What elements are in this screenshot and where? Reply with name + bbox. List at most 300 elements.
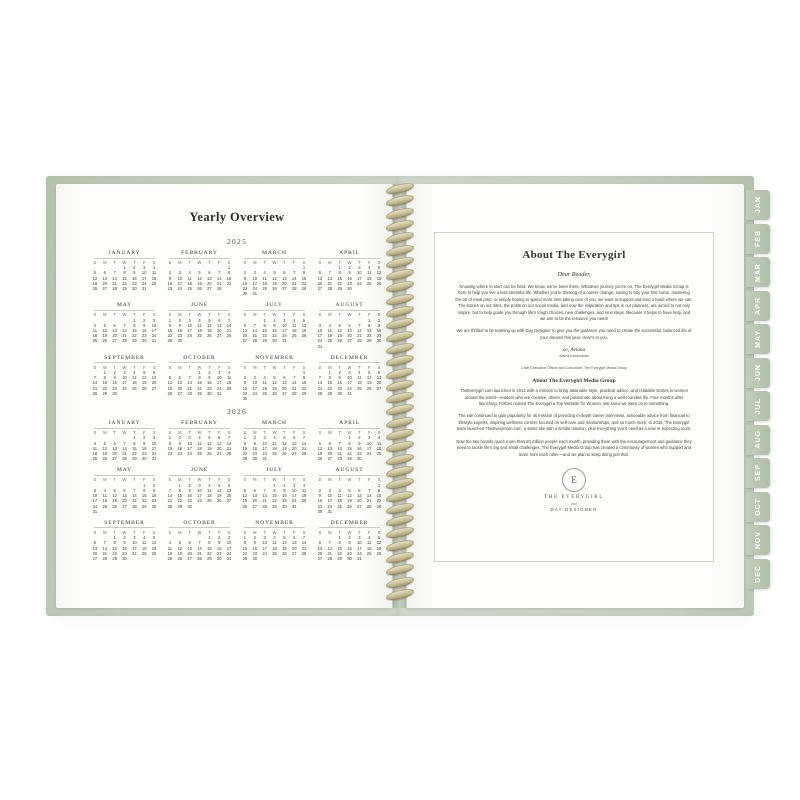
calendar-day-cell: 26	[197, 286, 202, 292]
weekday-label: S	[93, 260, 97, 265]
calendar-day-cell	[299, 456, 309, 461]
calendar-week-row	[90, 391, 159, 396]
calendar-day-cell: 27	[282, 390, 287, 396]
calendar-day-cell: 30	[242, 291, 248, 297]
calendar-day-cell: 4	[188, 270, 191, 276]
calendar-day-cell: 3	[188, 317, 191, 323]
calendar-day-cell: 29	[301, 286, 307, 292]
weekday-label: T	[283, 430, 286, 436]
weekday-label: T	[283, 477, 286, 483]
calendar-day-cell: 14	[337, 445, 342, 451]
calendar-day-cell: 6	[318, 540, 322, 546]
calendar-day-cell: 4	[198, 317, 201, 323]
calendar-day-cell: 5	[93, 270, 97, 276]
calendar-day-cell: 4	[368, 265, 371, 271]
month-divider	[244, 527, 305, 528]
year-label: 2026	[227, 407, 247, 417]
calendar-day-cell: 9	[283, 487, 286, 493]
calendar-day-cell: 9	[338, 375, 341, 381]
month-tab-strip	[746, 190, 772, 602]
calendar-day-cell: 21	[132, 498, 137, 504]
weekday-label: F	[217, 430, 221, 436]
calendar-day-cell: 28	[102, 555, 108, 561]
calendar-day-cell: 1	[143, 482, 146, 488]
calendar-day-cell: 9	[318, 493, 322, 499]
calendar-day-cell: 9	[152, 487, 156, 493]
calendar-week-row	[315, 286, 384, 291]
calendar-day-cell: 26	[272, 390, 277, 396]
calendar-day-cell: 10	[291, 487, 297, 493]
calendar-day-cell	[364, 556, 374, 561]
calendar-day-cell: 4	[208, 482, 211, 488]
calendar-day-cell	[374, 391, 384, 396]
weekday-label: M	[328, 312, 332, 318]
calendar-day-cell: 7	[293, 270, 296, 276]
weekday-label: S	[168, 312, 172, 318]
calendar-day-cell: 25	[262, 390, 267, 396]
calendar-day-cell: 18	[102, 498, 108, 504]
calendar-day-cell: 9	[178, 440, 181, 446]
month-divider	[319, 258, 380, 259]
calendar-day-cell: 16	[376, 328, 382, 334]
calendar-day-cell: 28	[187, 390, 192, 396]
calendar-day-cell: 8	[377, 487, 381, 493]
monogram-icon: E	[562, 468, 586, 492]
month-calendar[interactable]	[315, 420, 384, 461]
calendar-day-cell: 10	[252, 380, 258, 386]
month-name: AUGUST	[335, 302, 364, 309]
calendar-day-cell: 22	[112, 550, 117, 556]
weekday-label: T	[338, 260, 341, 265]
month-grid	[90, 250, 384, 401]
calendar-day-cell: 11	[367, 540, 372, 546]
month-calendar[interactable]	[165, 520, 234, 561]
calendar-day-cell: 4	[93, 322, 97, 328]
calendar-day-cell: 9	[348, 270, 351, 276]
calendar-week-row	[165, 338, 234, 343]
calendar-day-cell: 20	[327, 451, 333, 457]
calendar-day-cell: 24	[357, 280, 362, 286]
calendar-day-cell: 26	[376, 550, 382, 556]
calendar-day-cell: 4	[293, 317, 296, 323]
calendar-day-cell	[279, 556, 289, 561]
weekday-label: T	[113, 529, 116, 535]
calendar-day-cell: 14	[301, 440, 307, 446]
calendar-day-cell: 27	[102, 286, 108, 292]
calendar-day-cell: 25	[366, 550, 372, 556]
calendar-day-cell: 30	[122, 555, 127, 561]
weekday-label: F	[142, 260, 146, 265]
weekday-label: W	[122, 477, 127, 483]
calendar-day-cell: 26	[141, 385, 147, 391]
calendar-day-cell	[364, 456, 374, 461]
calendar-day-cell: 29	[366, 338, 372, 344]
calendar-week-row	[165, 286, 234, 291]
calendar-day-cell: 31	[282, 338, 287, 344]
calendar-day-cell	[260, 291, 270, 296]
calendar-day-cell: 18	[92, 333, 98, 339]
calendar-day-cell: 12	[366, 375, 372, 381]
month-calendar[interactable]	[90, 420, 159, 461]
calendar-day-cell: 1	[302, 370, 306, 376]
weekday-label: S	[318, 529, 322, 535]
calendar-day-cell: 24	[216, 385, 222, 391]
weekday-label: W	[122, 364, 127, 370]
calendar-day-cell: 24	[92, 503, 98, 509]
calendar-day-cell: 30	[376, 338, 382, 344]
calendar-day-cell: 10	[92, 493, 98, 499]
calendar-day-cell: 23	[242, 286, 248, 292]
calendar-week-row	[90, 509, 159, 514]
calendar-day-cell: 23	[151, 498, 157, 504]
weekday-label: T	[338, 477, 341, 483]
spiral-coil	[386, 181, 414, 196]
calendar-day-cell: 12	[272, 380, 277, 386]
weekday-label: S	[243, 260, 247, 265]
calendar-day-cell: 29	[197, 390, 202, 396]
calendar-day-cell: 30	[357, 456, 362, 462]
calendar-day-cell: 8	[243, 540, 247, 546]
calendar-day-cell: 25	[226, 385, 232, 391]
spiral-coil	[386, 329, 414, 344]
calendar-day-cell: 21	[327, 550, 333, 556]
calendar-day-cell	[195, 504, 205, 509]
calendar-day-cell: 12	[92, 275, 98, 281]
weekday-label: T	[133, 529, 136, 535]
weekday-label: S	[227, 477, 231, 483]
weekday-label: S	[318, 430, 322, 436]
calendar-day-cell: 24	[252, 286, 258, 292]
calendar-day-cell: 25	[187, 286, 192, 292]
calendar-day-cell	[364, 344, 374, 349]
calendar-day-cell: 28	[317, 390, 323, 396]
calendar-day-cell: 27	[226, 498, 232, 504]
calendar-day-cell: 5	[208, 317, 211, 323]
calendar-day-cell	[260, 556, 270, 561]
month-calendar[interactable]	[240, 420, 309, 461]
calendar-day-cell: 26	[167, 390, 173, 396]
month-calendar[interactable]	[90, 250, 159, 296]
calendar-day-cell: 17	[282, 328, 287, 334]
month-tab-may[interactable]	[746, 324, 770, 354]
month-tab-feb[interactable]	[746, 224, 770, 254]
calendar-day-cell: 10	[197, 487, 202, 493]
month-tab-oct[interactable]	[746, 492, 770, 522]
calendar-day-cell: 5	[152, 535, 156, 541]
calendar-day-cell: 8	[348, 440, 351, 446]
calendar-day-cell: 8	[338, 270, 341, 276]
calendar-day-cell: 14	[357, 328, 362, 334]
weekday-label: S	[377, 312, 381, 318]
spiral-coil	[386, 501, 414, 516]
calendar-day-cell: 5	[302, 317, 306, 323]
spiral-coil	[386, 550, 414, 565]
month-divider	[319, 475, 380, 476]
calendar-day-cell: 18	[262, 280, 267, 286]
calendar-day-cell: 21	[337, 451, 342, 457]
calendar-day-cell: 13	[151, 375, 157, 381]
calendar-day-cell: 3	[253, 270, 256, 276]
month-tab-dec[interactable]	[746, 559, 770, 589]
calendar-day-cell: 18	[327, 333, 333, 339]
calendar-day-cell: 19	[317, 451, 323, 457]
month-calendar[interactable]	[165, 355, 234, 401]
month-tab-apr[interactable]	[746, 291, 770, 321]
calendar-day-cell: 1	[302, 265, 306, 271]
calendar-day-cell: 8	[302, 270, 306, 276]
calendar-day-cell: 12	[207, 440, 212, 446]
weekday-label: F	[292, 430, 296, 436]
weekday-label: S	[302, 477, 306, 483]
weekday-label: W	[272, 430, 277, 436]
calendar-day-cell: 7	[198, 540, 201, 546]
calendar-day-cell: 30	[252, 456, 258, 462]
month-divider	[169, 428, 230, 429]
calendar-day-cell: 26	[347, 503, 352, 509]
month-name: MARCH	[261, 420, 287, 427]
month-name: SEPTEMBER	[104, 354, 145, 361]
spiral-coil	[386, 255, 414, 270]
calendar-day-cell: 19	[376, 545, 382, 551]
calendar-day-cell: 9	[168, 275, 172, 281]
calendar-day-cell: 16	[347, 275, 352, 281]
calendar-day-cell: 7	[253, 322, 256, 328]
about-title: About The Everygirl	[522, 249, 626, 261]
weekday-label: F	[367, 312, 371, 318]
calendar-day-cell: 19	[242, 498, 248, 504]
month-calendar[interactable]	[90, 467, 159, 513]
calendar-day-cell: 28	[327, 555, 333, 561]
calendar-day-cell: 12	[167, 380, 173, 386]
weekday-label: T	[283, 364, 286, 370]
month-calendar[interactable]	[165, 302, 234, 348]
calendar-day-cell: 10	[366, 440, 372, 446]
month-name: JANUARY	[108, 250, 141, 256]
month-divider	[244, 310, 305, 311]
weekday-label: W	[122, 260, 127, 265]
calendar-day-cell: 24	[327, 503, 333, 509]
month-tab-sep[interactable]	[746, 458, 770, 488]
calendar-day-cell: 14	[327, 545, 333, 551]
month-calendar[interactable]	[315, 250, 384, 296]
calendar-day-cell: 6	[113, 322, 116, 328]
month-tab-label: AUG	[754, 430, 762, 449]
calendar-day-cell: 14	[132, 493, 137, 499]
calendar-day-cell: 1	[227, 265, 231, 271]
month-calendar[interactable]	[240, 250, 309, 296]
left-page	[56, 184, 392, 608]
month-calendar[interactable]	[90, 355, 159, 401]
calendar-day-cell: 6	[293, 435, 296, 441]
calendar-day-cell	[139, 391, 149, 396]
calendar-day-cell: 21	[197, 550, 202, 556]
month-divider	[94, 475, 155, 476]
calendar-day-cell: 26	[207, 451, 212, 457]
calendar-day-cell	[195, 338, 205, 343]
calendar-day-cell: 23	[376, 333, 382, 339]
calendar-day-cell: 16	[207, 380, 212, 386]
calendar-day-cell: 13	[291, 540, 297, 546]
calendar-day-cell: 16	[112, 380, 117, 386]
calendar-day-cell: 28	[301, 451, 307, 457]
calendar-day-cell: 8	[168, 322, 172, 328]
month-calendar[interactable]	[90, 302, 159, 348]
weekday-label: W	[122, 430, 127, 436]
calendar-day-cell	[289, 291, 299, 296]
calendar-day-cell: 12	[376, 270, 382, 276]
calendar-day-cell: 17	[151, 445, 157, 451]
calendar-day-cell: 17	[317, 333, 323, 339]
calendar-day-cell: 21	[357, 333, 362, 339]
calendar-day-cell: 2	[143, 317, 146, 323]
month-tab-jul[interactable]	[746, 391, 770, 421]
calendar-day-cell: 17	[262, 445, 267, 451]
weekday-label: M	[178, 477, 182, 483]
calendar-day-cell: 27	[112, 338, 117, 344]
weekday-label: T	[133, 260, 136, 265]
month-tab-mar[interactable]	[746, 257, 770, 287]
calendar-day-cell: 6	[283, 270, 286, 276]
spiral-coil	[386, 292, 414, 307]
calendar-day-cell: 25	[197, 451, 202, 457]
calendar-day-cell: 22	[167, 451, 173, 457]
calendar-week-row	[90, 338, 159, 343]
weekday-label: T	[113, 364, 116, 370]
calendar-day-cell: 20	[177, 385, 183, 391]
calendar-day-cell: 11	[197, 440, 202, 446]
calendar-day-cell: 6	[218, 435, 221, 441]
calendar-day-cell: 11	[207, 487, 212, 493]
weekday-label: T	[208, 364, 211, 370]
calendar-day-cell: 22	[301, 385, 307, 391]
calendar-day-cell: 29	[337, 555, 342, 561]
month-calendar[interactable]	[165, 420, 234, 461]
calendar-day-cell: 6	[178, 375, 181, 381]
calendar-day-cell: 10	[226, 540, 232, 546]
calendar-day-cell	[279, 456, 289, 461]
weekday-label: M	[178, 312, 182, 318]
month-calendar[interactable]	[165, 250, 234, 296]
calendar-day-cell: 14	[366, 493, 372, 499]
calendar-day-cell: 29	[102, 390, 108, 396]
calendar-day-cell: 12	[301, 322, 307, 328]
calendar-day-cell: 7	[338, 440, 341, 446]
month-tab-aug[interactable]	[746, 425, 770, 455]
calendar-day-cell: 4	[133, 370, 136, 376]
calendar-day-cell: 27	[151, 385, 157, 391]
calendar-day-cell: 25	[151, 280, 157, 286]
weekday-label: F	[217, 312, 221, 318]
calendar-day-cell: 3	[253, 375, 256, 381]
calendar-day-cell: 17	[226, 545, 232, 551]
right-page	[406, 184, 744, 608]
calendar-day-cell: 9	[208, 375, 211, 381]
calendar-day-cell: 4	[273, 435, 276, 441]
calendar-day-cell	[374, 286, 384, 291]
month-calendar[interactable]	[240, 467, 309, 513]
calendar-day-cell: 15	[132, 328, 137, 334]
month-grid	[90, 420, 384, 561]
month-calendar[interactable]	[165, 467, 234, 513]
month-calendar[interactable]	[315, 302, 384, 348]
calendar-day-cell: 29	[327, 390, 333, 396]
month-tab-label: MAR	[754, 262, 762, 282]
month-calendar[interactable]	[315, 355, 384, 401]
spiral-coil	[386, 206, 414, 221]
calendar-day-cell	[354, 509, 364, 514]
calendar-week-row	[240, 338, 309, 343]
month-tab-label: JUN	[754, 363, 762, 381]
calendar-day-cell: 15	[376, 493, 382, 499]
month-tab-jan[interactable]	[746, 190, 770, 220]
weekday-label: T	[208, 477, 211, 483]
calendar-day-cell: 16	[177, 328, 183, 334]
weekday-label: W	[347, 260, 352, 265]
calendar-day-cell: 26	[112, 503, 117, 509]
calendar-day-cell: 2	[208, 370, 211, 376]
month-tab-nov[interactable]	[746, 525, 770, 555]
calendar-day-cell: 14	[197, 545, 202, 551]
calendar-day-cell: 17	[262, 545, 267, 551]
calendar-day-cell: 11	[301, 487, 307, 493]
calendar-day-cell	[204, 504, 214, 509]
weekday-label: T	[338, 430, 341, 436]
month-calendar[interactable]	[240, 520, 309, 561]
calendar-day-cell: 24	[177, 286, 183, 292]
calendar-day-cell	[120, 391, 130, 396]
month-tab-jun[interactable]	[746, 358, 770, 388]
month-calendar[interactable]	[240, 355, 309, 401]
calendar-day-cell: 17	[132, 545, 137, 551]
calendar-day-cell	[299, 396, 309, 401]
calendar-day-cell	[364, 286, 374, 291]
month-calendar[interactable]	[315, 520, 384, 561]
spiral-coil	[386, 538, 414, 553]
calendar-day-cell	[120, 509, 130, 514]
calendar-day-cell: 15	[366, 328, 372, 334]
spiral-coil	[386, 193, 414, 208]
calendar-day-cell: 11	[272, 540, 277, 546]
calendar-day-cell: 1	[338, 535, 341, 541]
calendar-day-cell: 24	[141, 280, 147, 286]
calendar-day-cell: 26	[102, 456, 108, 462]
weekday-label: F	[367, 477, 371, 483]
weekday-label: F	[367, 260, 371, 265]
weekday-label: S	[93, 364, 97, 370]
calendar-day-cell: 7	[227, 435, 231, 441]
calendar-day-cell: 22	[207, 550, 212, 556]
calendar-day-cell: 11	[337, 493, 342, 499]
calendar-day-cell: 25	[327, 338, 333, 344]
calendar-day-cell: 21	[102, 550, 108, 556]
calendar-day-cell: 5	[273, 270, 276, 276]
calendar-day-cell: 10	[327, 493, 333, 499]
weekday-label: F	[367, 364, 371, 370]
calendar-day-cell: 3	[152, 317, 156, 323]
calendar-day-cell: 10	[252, 275, 258, 281]
month-calendar[interactable]	[90, 520, 159, 561]
calendar-day-cell: 12	[216, 487, 222, 493]
calendar-day-cell: 31	[347, 390, 352, 396]
calendar-day-cell: 13	[252, 493, 258, 499]
calendar-day-cell: 5	[243, 487, 247, 493]
month-calendar[interactable]	[315, 467, 384, 513]
calendar-day-cell: 10	[216, 375, 222, 381]
weekday-label: S	[377, 529, 381, 535]
month-calendar[interactable]	[240, 302, 309, 348]
company-paragraph-2: The site continued to gain popularity for its mission of providing in-depth career interviews, actionable advice from financial to lifestyle experts, inspiring wellness content focused on self-care and relationships, and so much more. In 2018, The Everygirl team launched TheEverymom.com, a sister site with a similar mission, plus everything you'd need as a new or expecting mom.	[456, 413, 692, 432]
weekday-label: T	[263, 430, 266, 436]
